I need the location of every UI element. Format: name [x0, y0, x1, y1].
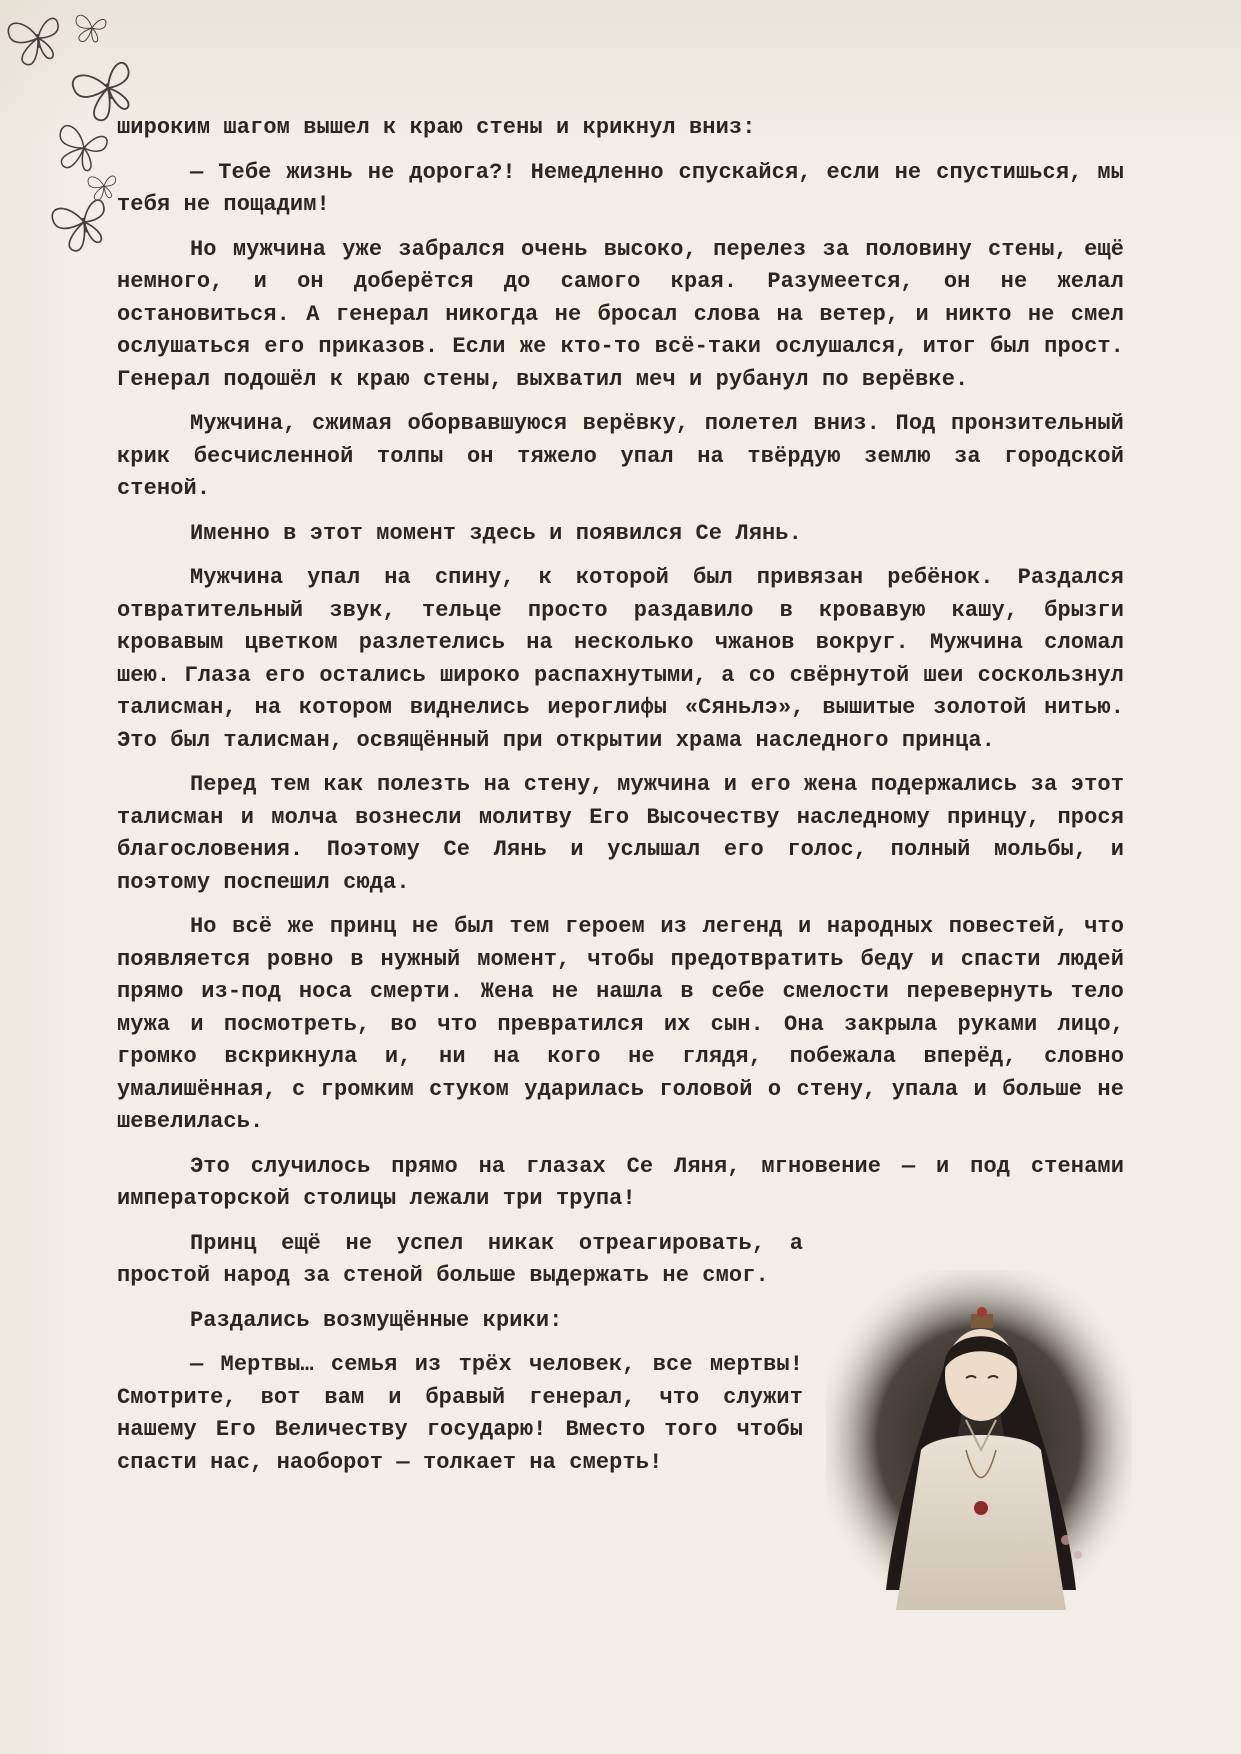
paragraph: Но мужчина уже забрался очень высоко, перелез за половину стены, ещё немного, и он доберётся до самого края. Разумеется, он не желал остановиться. А генерал никогда не бросал слова на ветер, и никто не смел ослушаться его приказов. Если же кто-то всё-таки ослушался, итог был прост. Генерал подошёл к краю стены, выхватил меч и рубанул по верёвке. — [117, 236, 1124, 392]
paragraph: Мужчина, сжимая оборвавшуюся верёвку, полетел вниз. Под пронзительный крик бесчисленной толпы он тяжело упал на твёрдую землю за городской стеной. — [117, 411, 1124, 501]
paragraph: Раздались возмущённые крики: — [190, 1307, 563, 1333]
paragraph: широким шагом вышел к краю стены и крикнул вниз: — [117, 115, 756, 140]
paragraph: — Мертвы… семья из трёх человек, все мертвы! Смотрите, вот вам и бравый генерал, что служит нашему Его Величеству государю! Вместо того чтобы спасти нас, наоборот — толкает на смерть! — [117, 1352, 803, 1475]
paragraph: Это случилось прямо на глазах Се Ляня, мгновение — и под стенами императорской столицы лежали три трупа! — [117, 1153, 1124, 1211]
paragraph: Мужчина упал на спину, к которой был привязан ребёнок. Раздался отвратительный звук, тельце просто раздавило в кровавую кашу, брызги кровавым цветком разлетелись на несколько чжанов вокруг. Мужчина сломал шею. Глаза его остались широко распахнутыми, а со свёрнутой шеи соскользнул талисман, на котором виднелись иероглифы «Сяньлэ», вышитые золотой нитью. Это был талисман, освящённый при открытии храма наследного принца. — [117, 565, 1124, 753]
text-beside-portrait — [117, 1228, 803, 1480]
paragraph: Именно в этот момент здесь и появился Се Лянь. — [190, 520, 802, 546]
portrait-illustration-icon — [826, 1270, 1132, 1610]
paragraph: Но всё же принц не был тем героем из легенд и народных повестей, что появляется ровно в нужный момент, чтобы предотвратить беду и спасти людей прямо из-под носа смерти. Жена не нашла в себе смелости перевернуть тело мужа и посмотреть, во что превратился их сын. Она закрыла руками лицо, громко вскрикнула и, ни на кого не глядя, побежала вперёд, словно умалишённая, с громким стуком ударилась головой о стену, упала и больше не шевелилась. — [117, 914, 1124, 1134]
paragraph: Перед тем как полезть на стену, мужчина и его жена подержались за этот талисман и молча вознесли молитву Его Высочеству наследному принцу, прося благословения. Поэтому Се Лянь и услышал его голос, полный мольбы, и поэтому поспешил сюда. — [117, 772, 1124, 895]
paragraph: — Тебе жизнь не дорога?! Немедленно спускайся, если не спустишься, мы тебя не пощадим! — [117, 159, 1124, 217]
paragraph: Принц ещё не успел никак отреагировать, а простой народ за стеной больше выдержать не смог. — [117, 1230, 803, 1288]
